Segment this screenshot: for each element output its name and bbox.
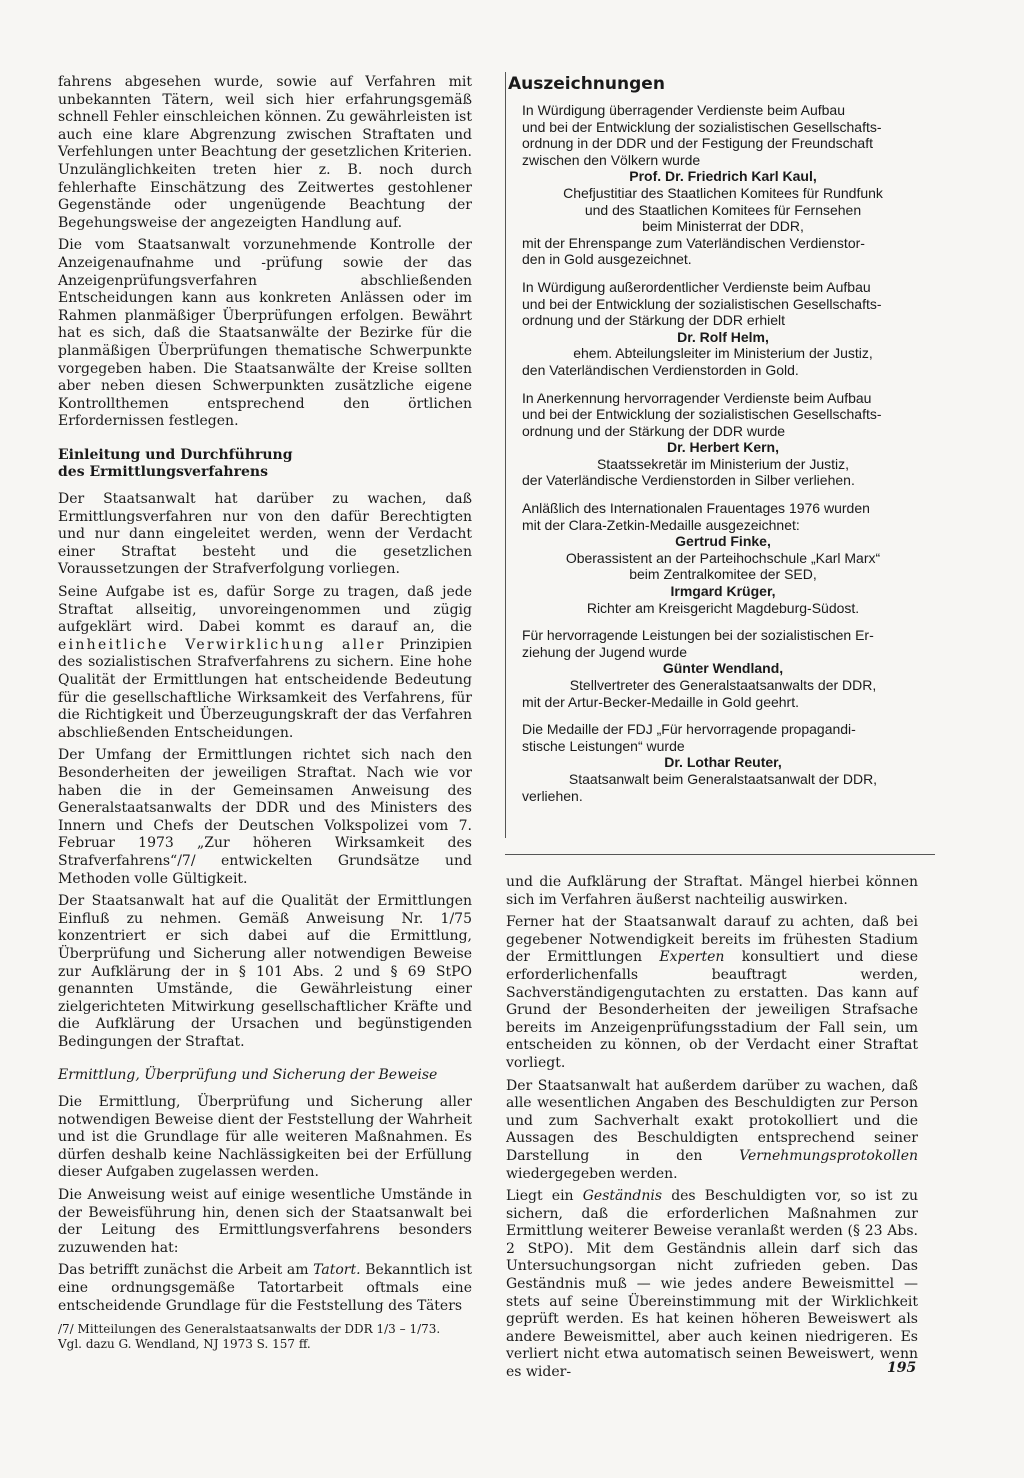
page-number: 195	[887, 1360, 917, 1376]
paragraph: Die vom Staatsanwalt vorzunehmende Kontrolle der Anzeigenaufnahme und -prüfung sowie der das Anzeigenprüfungsverfahren abschließenden Entscheidungen kann aus konkreten Anlässen oder im Rahmen planmäßiger Überprüfungen erfolgen. Bewährt hat es sich, daß die Staatsanwälte der Bezirke für die planmäßigen Überprüfungen thematische Schwerpunkte vorgegeben haben. Die Staatsanwälte der Kreise sollten aber neben diesen Schwerpunkten zusätzliche eigene Kontrollthemen entsprechend den örtlichen Erfordernissen festlegen.	[58, 237, 472, 430]
award-text: und bei der Entwicklung der sozialistischen Gesellschafts-	[522, 295, 882, 312]
italic-term: Experten	[659, 949, 725, 966]
text-run: Ferner hat der Staatsanwalt darauf zu achten, daß bei gegebener Notwendigkeit bereits im frühesten Stadium der Ermittlungen	[506, 914, 918, 966]
recipient-name: Dr. Herbert Kern,	[666, 439, 780, 456]
recipient-title: beim Ministerrat der DDR,	[642, 218, 804, 235]
award-text: ordnung und der Stärkung der DDR wurde	[522, 422, 786, 439]
footnote-line: Vgl. dazu G. Wendland, NJ 1973 S. 157 ff.	[58, 1337, 311, 1351]
subsection-heading: Ermittlung, Überprüfung und Sicherung der Beweise	[58, 1067, 438, 1084]
award-text: verliehen.	[522, 787, 583, 804]
recipient-name: Irmgard Krüger,	[670, 583, 776, 600]
column-rule-horizontal	[505, 854, 935, 855]
section-heading	[58, 447, 472, 482]
award-entry	[508, 102, 924, 268]
paragraph	[506, 1188, 918, 1382]
award-text: mit der Ehrenspange zum Vaterländischen Verdienstor-	[522, 234, 865, 251]
paragraph: fahrens abgesehen wurde, sowie auf Verfahren mit unbekannten Tätern, weil sich hier erfahrungsgemäß schnell Fehler einschleichen können. Zu gewährleisten ist auch eine klare Abgrenzung zwischen Straftaten und Verfehlungen unter Beachtung der gesetzlichen Kriterien. Unzulänglichkeiten treten hier z. B. noch durch fehlerhafte Einschätzung des Zeitwertes gestohlener Gegenstände oder ungenügende Beachtung der Begehungsweise der angezeigten Handlung auf.	[58, 74, 472, 231]
recipient-title: beim Zentralkomitee der SED,	[629, 566, 817, 583]
recipient-name: Gertrud Finke,	[675, 533, 771, 550]
paragraph	[58, 584, 472, 742]
award-text: ordnung und der Stärkung der DDR erhielt	[522, 312, 786, 329]
text-run: wiedergegeben werden.	[506, 1165, 678, 1182]
text-run: Liegt ein	[506, 1188, 574, 1205]
heading-line: Einleitung und Durchführung	[58, 446, 293, 463]
paragraph: Die Ermittlung, Überprüfung und Sicherung aller notwendigen Beweise dient der Feststellung der Wahrheit und ist die Grundlage für alle weiteren Maßnahmen. Es dürfen deshalb keine Nachlässigkeiten bei der Erfüllung dieser Aufgaben zugelassen werden.	[58, 1094, 472, 1181]
recipient-title: Staatssekretär im Ministerium der Justiz,	[596, 455, 850, 472]
recipient-title: Stellvertreter des Generalstaatsanwalts der DDR,	[569, 677, 877, 693]
recipient-name: Dr. Lothar Reuter,	[664, 754, 782, 771]
spaced-emphasis: einheitliche Verwirklichung aller	[58, 636, 386, 653]
award-entry	[508, 279, 924, 379]
award-text: Anläßlich des Internationalen Frauentages 1976 wurden	[522, 500, 870, 517]
text-run: des Beschuldigten vor, so ist zu sichern, daß die erforderlichen Maßnahmen zur Ermittlung weiterer Beweise veranlaßt werden (§ 23 Abs. 2 StPO). Mit dem Geständnis allein darf sich das Untersuchungsorgan nicht zufrieden geben. Das Geständnis muß — wie jedes andere Beweismittel — stets auf seine Übereinstimmung mit der Wirklichkeit geprüft werden. Es hat keinen höheren Beweiswert als andere Beweismittel, aber auch keinen niedrigeren. Es verliert nicht etwa automatisch seinen Beweiswert, wenn es wider-	[506, 1188, 919, 1381]
award-entry	[508, 627, 924, 710]
text-run: Das betrifft zunächst die Arbeit am	[58, 1262, 309, 1279]
text-run: Prinzipien des sozialistischen Strafverfahrens zu sichern. Eine hohe Qualität der Ermittlungen hat entscheidende Bedeutung für die gesellschaftliche Wirksamkeit des Verfahrens, für die Richtigkeit und Überzeugungskraft der das Verfahren abschließenden Entscheidungen.	[58, 636, 472, 741]
left-column	[58, 74, 472, 1320]
award-entry	[508, 721, 924, 804]
column-rule-vertical	[505, 72, 506, 838]
award-text: und bei der Entwicklung der sozialistischen Gesellschafts-	[522, 118, 882, 135]
award-text: stische Leistungen“ wurde	[522, 737, 685, 754]
paragraph: Der Staatsanwalt hat darüber zu wachen, daß Ermittlungsverfahren nur von den dafür Berechtigten und nur dann eingeleitet werden, wenn der Verdacht einer Straftat besteht und die gesetzlichen Voraussetzungen der Strafverfolgung vorliegen.	[58, 491, 472, 578]
text-run: Seine Aufgabe ist es, dafür Sorge zu tragen, daß jede Straftat allseitig, unvoreingenommen und zügig aufgeklärt wird. Dabei kommt es darauf an, die	[58, 584, 472, 636]
award-text: und bei der Entwicklung der sozialistischen Gesellschafts-	[522, 406, 882, 423]
paragraph: Die Anweisung weist auf einige wesentliche Umstände in der Beweisführung hin, denen sich der Staatsanwalt bei der Leitung des Ermittlungsverfahrens besonders zuzuwenden hat:	[58, 1187, 472, 1256]
award-text: zwischen den Völkern wurde	[522, 151, 701, 168]
recipient-name: Dr. Rolf Helm,	[677, 328, 769, 345]
recipient-title: Oberassistent an der Parteihochschule „Karl Marx“	[565, 549, 881, 566]
awards-box	[508, 74, 924, 815]
italic-term: Vernehmungsprotokollen	[739, 1147, 919, 1164]
award-entry	[508, 390, 924, 490]
paragraph	[506, 914, 918, 1072]
right-column-text	[506, 874, 918, 1387]
award-text: mit der Clara-Zetkin-Medaille ausgezeichnet:	[522, 516, 800, 533]
award-text: mit der Artur-Becker-Medaille in Gold geehrt.	[522, 693, 799, 710]
award-text: den Vaterländischen Verdienstorden in Gold.	[522, 361, 799, 378]
paragraph: Der Umfang der Ermittlungen richtet sich nach den Besonderheiten der jeweiligen Straftat. Nach wie vor haben die in der Gemeinsamen Anweisung des Generalstaatsanwalts der DDR und des Ministers des Innern und Chefs der Deutschen Volkspolizei vom 7. Februar 1973 „Zur höheren Wirksamkeit des Strafverfahrens“/7/ entwickelten Grundsätze und Methoden volle Gültigkeit.	[58, 747, 472, 887]
text-run: Bekanntlich ist eine ordnungsgemäße Tatortarbeit oftmals eine entscheidende Grundlage für die Feststellung des Täters	[58, 1262, 472, 1314]
footnote	[58, 1322, 472, 1352]
award-text: In Anerkennung hervorragender Verdienste beim Aufbau	[522, 389, 872, 406]
award-text: den in Gold ausgezeichnet.	[522, 251, 692, 268]
awards-heading: Auszeichnungen	[508, 74, 665, 94]
heading-line: des Ermittlungsverfahrens	[58, 464, 268, 481]
paragraph: Der Staatsanwalt hat auf die Qualität der Ermittlungen Einfluß zu nehmen. Gemäß Anweisung Nr. 1/75 konzentriert er sich dabei auf die Ermittlung, Überprüfung und Sicherung aller notwendigen Beweise zur Aufklärung der in § 101 Abs. 2 und § 69 StPO genannten Umstände, die Gewährleistung einer zielgerichteten Mitwirkung gesellschaftlicher Kräfte und die Aufklärung der Ursachen und begünstigenden Bedingungen der Straftat.	[58, 893, 472, 1050]
footnote-line: /7/ Mitteilungen des Generalstaatsanwalts der DDR 1/3 – 1/73.	[58, 1322, 441, 1336]
recipient-title: Chefjustitiar des Staatlichen Komitees für Rundfunk	[563, 184, 883, 201]
text-run: konsultiert und diese erforderlichenfalls beauftragt werden, Sachverständigengutachten zu erstatten. Das kann auf Grund der Besonderheiten der jeweiligen Strafsache bereits im Anzeigenprüfungsstadium der Fall sein, um entscheiden zu können, ob der Verdacht einer Straftat vorliegt.	[506, 949, 918, 1071]
text-run: Der Staatsanwalt hat außerdem darüber zu wachen, daß alle wesentlichen Angaben des Beschuldigten zur Person und zum Sachverhalt exakt protokolliert und die Aussagen des Beschuldigten entsprechend seiner Darstellung in den	[506, 1077, 918, 1164]
recipient-title: Staatsanwalt beim Generalstaatsanwalt der DDR,	[568, 770, 878, 787]
paragraph: und die Aufklärung der Straftat. Mängel hierbei können sich im Verfahren äußerst nachteilig auswirken.	[506, 874, 918, 908]
italic-term: Geständnis	[582, 1188, 663, 1205]
award-text: der Vaterländische Verdienstorden in Silber verliehen.	[522, 472, 855, 489]
award-text: Für hervorragende Leistungen bei der sozialistischen Er-	[522, 627, 874, 644]
recipient-title: ehem. Abteilungsleiter im Ministerium der Justiz,	[573, 345, 873, 362]
recipient-title: und des Staatlichen Komitees für Fernsehen	[584, 201, 862, 218]
recipient-name: Prof. Dr. Friedrich Karl Kaul,	[629, 168, 817, 185]
award-text: In Würdigung außerordentlicher Verdienste beim Aufbau	[522, 278, 871, 295]
award-text: ziehung der Jugend wurde	[522, 643, 688, 660]
award-text: In Würdigung überragender Verdienste beim Aufbau	[522, 102, 845, 118]
award-text: Die Medaille der FDJ „Für hervorragende propagandi-	[522, 721, 856, 738]
italic-term: Tatort.	[313, 1262, 361, 1279]
paragraph	[506, 1078, 918, 1184]
award-entry	[508, 500, 924, 616]
paragraph	[58, 1262, 472, 1315]
recipient-title: Richter am Kreisgericht Magdeburg-Südost.	[586, 599, 860, 616]
recipient-name: Günter Wendland,	[662, 660, 784, 677]
award-text: ordnung in der DDR und der Festigung der Freundschaft	[522, 135, 873, 152]
